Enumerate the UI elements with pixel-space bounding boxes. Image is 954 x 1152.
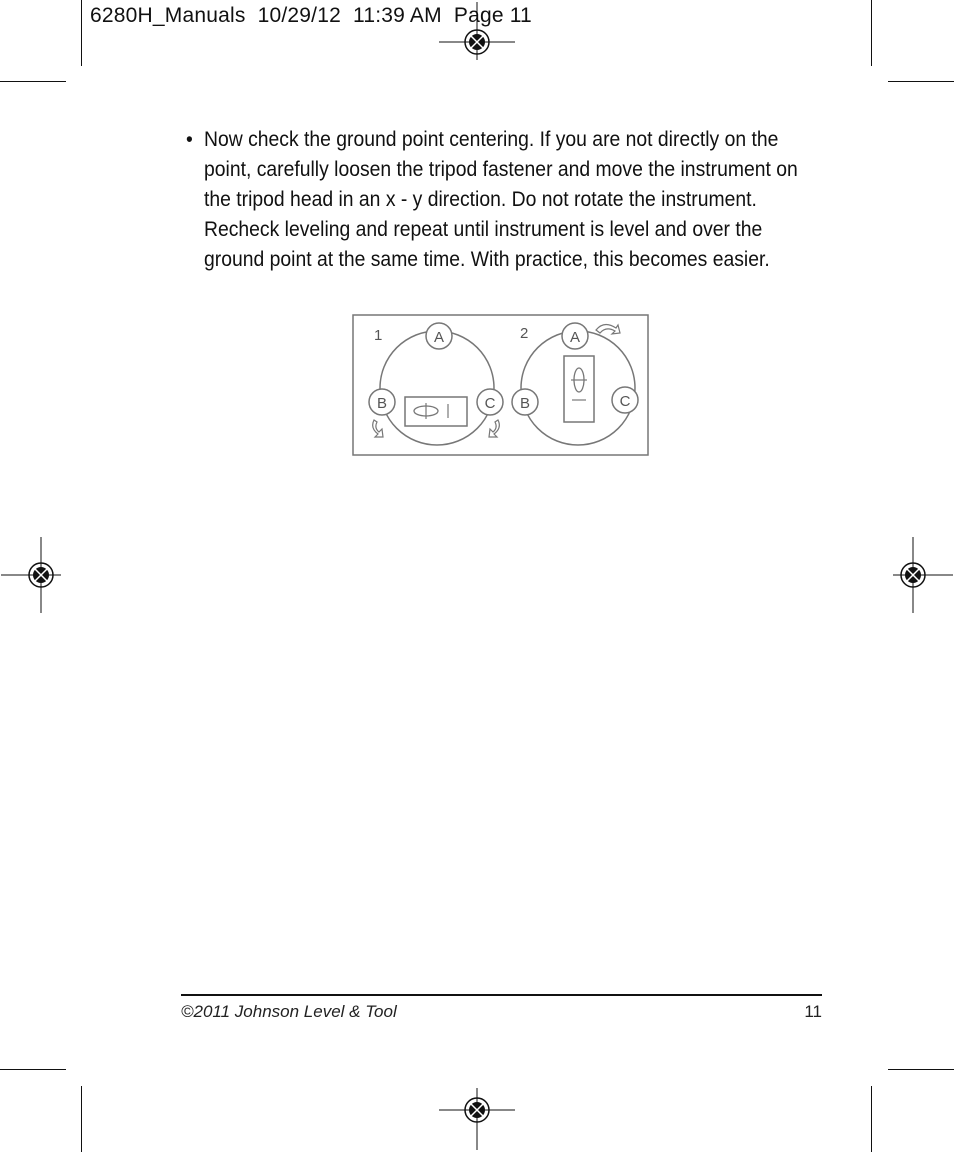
panel-2-screw-a-label: A <box>569 329 581 346</box>
registration-mark-right <box>873 535 953 615</box>
registration-mark-left <box>1 535 81 615</box>
panel-2-screw-c-label: C <box>619 393 631 410</box>
panel-2-number: 2 <box>520 325 529 342</box>
crop-mark-bottom-left-vertical <box>81 1086 82 1152</box>
leveling-diagram <box>352 314 649 456</box>
crop-mark-top-right-vertical <box>871 0 872 66</box>
panel-1-screw-c-label: C <box>484 395 496 412</box>
registration-mark-bottom <box>437 1070 517 1150</box>
registration-mark-top <box>437 2 517 82</box>
text-line: ground point at the same time. With practice, this becomes easier. <box>204 247 770 271</box>
crop-mark-bottom-right-vertical <box>871 1086 872 1152</box>
crop-mark-bottom-right-horizontal <box>888 1069 954 1070</box>
footer-copyright: ©2011 Johnson Level & Tool <box>181 1002 397 1021</box>
text-line: Now check the ground point centering. If you are not directly on the <box>204 127 779 151</box>
panel-1-number: 1 <box>374 327 383 344</box>
bullet-item <box>186 124 836 274</box>
crop-mark-top-left-vertical <box>81 0 82 66</box>
panel-2-screw-b-label: B <box>519 395 531 412</box>
crop-mark-top-left-horizontal <box>0 81 66 82</box>
text-line: Recheck leveling and repeat until instrument is level and over the <box>204 217 763 241</box>
footer-divider <box>181 994 822 996</box>
bullet-text <box>204 124 836 274</box>
diagram-frame <box>353 315 648 455</box>
panel-1-screw-a-label: A <box>433 329 445 346</box>
printer-slug: 6280H_Manuals 10/29/12 11:39 AM Page 11 <box>90 4 532 27</box>
bullet-icon: • <box>186 127 193 151</box>
text-line: the tripod head in an x - y direction. Do not rotate the instrument. <box>204 187 757 211</box>
crop-mark-bottom-left-horizontal <box>0 1069 66 1070</box>
crop-mark-top-right-horizontal <box>888 81 954 82</box>
panel-1-screw-b-label: B <box>376 395 388 412</box>
instruction-paragraph <box>186 124 836 274</box>
panel-2-vial-icon <box>564 356 594 422</box>
text-line: point, carefully loosen the tripod fastener and move the instrument on <box>204 157 798 181</box>
page-number: 11 <box>804 1002 822 1021</box>
